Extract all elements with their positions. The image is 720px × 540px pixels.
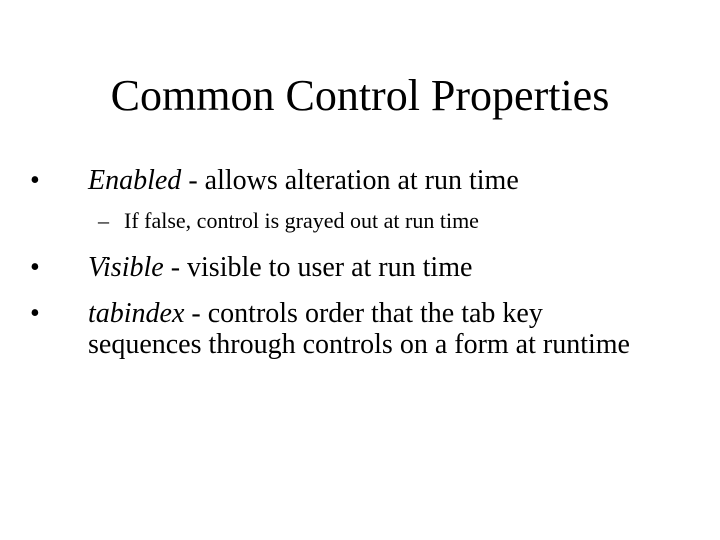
bullet-text <box>88 165 648 196</box>
property-description: - allows alteration at run time <box>181 165 519 196</box>
property-description: - controls order that the tab key sequences through controls on a form at runtime <box>88 298 630 360</box>
sub-bullet-enabled <box>30 207 479 235</box>
bullet-text <box>88 252 648 283</box>
property-name: Enabled <box>88 165 182 196</box>
bullet-text <box>88 298 648 360</box>
slide-title: Common Control Properties <box>110 71 610 120</box>
property-name: Visible <box>88 252 164 283</box>
property-name: tabindex <box>88 298 185 329</box>
bullet-tabindex <box>30 298 648 360</box>
sub-bullet-marker: – <box>98 208 109 233</box>
sub-bullet-text: If false, control is grayed out at run time <box>124 208 479 233</box>
bullet-marker: • <box>30 298 40 329</box>
bullet-marker: • <box>30 252 40 283</box>
property-description: - visible to user at run time <box>163 252 473 283</box>
bullet-enabled <box>30 165 648 196</box>
bullet-visible <box>30 252 648 283</box>
bullet-marker: • <box>30 165 40 196</box>
